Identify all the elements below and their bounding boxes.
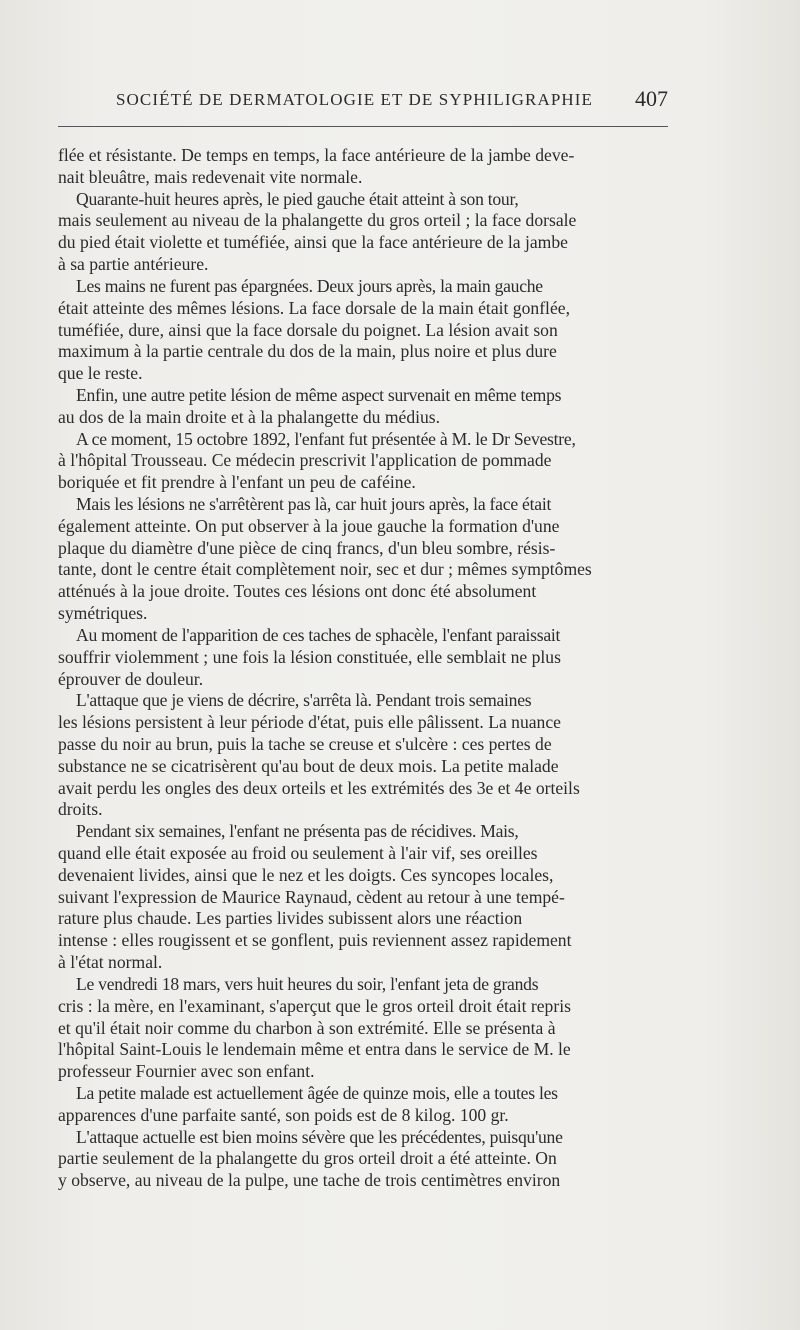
text-line: l'hôpital Saint-Louis le lendemain même et entra dans le service de M. le xyxy=(58,1039,571,1060)
text-line: atténués à la joue droite. Toutes ces lésions ont donc été absolument xyxy=(58,581,537,602)
text-line: Pendant six semaines, l'enfant ne présenta pas de récidives. Mais, xyxy=(76,821,519,842)
text-line: Les mains ne furent pas épargnées. Deux jours après, la main gauche xyxy=(76,275,543,296)
text-line: à l'état normal. xyxy=(58,952,163,973)
running-header xyxy=(58,86,668,116)
text-line: intense : elles rougissent et se gonflent, puis reviennent assez rapidement xyxy=(58,930,572,951)
text-line: Le vendredi 18 mars, vers huit heures du soir, l'enfant jeta de grands xyxy=(76,973,539,994)
text-line: du pied était violette et tuméfiée, ainsi que la face antérieure de la jambe xyxy=(58,232,568,253)
text-line: La petite malade est actuellement âgée de quinze mois, elle a toutes les xyxy=(76,1082,558,1103)
text-line: tante, dont le centre était complètement noir, sec et dur ; mêmes symptômes xyxy=(58,559,592,580)
text-line: quand elle était exposée au froid ou seulement à l'air vif, ses oreilles xyxy=(58,843,538,863)
text-line: boriquée et fit prendre à l'enfant un peu de caféine. xyxy=(58,472,416,493)
text-line: Au moment de l'apparition de ces taches de sphacèle, l'enfant paraissait xyxy=(76,624,561,645)
text-line: nait bleuâtre, mais redevenait vite normale. xyxy=(58,166,363,187)
text-line: éprouver de douleur. xyxy=(58,668,204,689)
text-line: maximum à la partie centrale du dos de la main, plus noire et plus dure xyxy=(58,341,557,362)
header-rule xyxy=(58,126,668,127)
text-line: L'attaque que je viens de décrire, s'arrêta là. Pendant trois semaines xyxy=(76,690,532,711)
text-line: plaque du diamètre d'une pièce de cinq francs, d'un bleu sombre, résis- xyxy=(58,537,556,558)
text-line: les lésions persistent à leur période d'état, puis elle pâlissent. La nuance xyxy=(58,712,561,733)
text-line: Enfin, une autre petite lésion de même aspect survenait en même temps xyxy=(76,384,562,405)
text-line: Quarante-huit heures après, le pied gauche était atteint à son tour, xyxy=(76,188,519,209)
text-line: avait perdu les ongles des deux orteils et les extrémités des 3e et 4e orteils xyxy=(58,777,580,798)
text-line: Mais les lésions ne s'arrêtèrent pas là, car huit jours après, la face était xyxy=(76,494,552,514)
text-line: que le reste. xyxy=(58,363,143,384)
text-line: A ce moment, 15 octobre 1892, l'enfant fut présentée à M. le Dr Sevestre, xyxy=(76,428,576,449)
text-line: L'attaque actuelle est bien moins sévère que les précédentes, puisqu'une xyxy=(76,1126,563,1147)
text-line: droits. xyxy=(58,799,103,820)
text-line: passe du noir au brun, puis la tache se creuse et s'ulcère : ces pertes de xyxy=(58,733,552,754)
running-title: SOCIÉTÉ DE DERMATOLOGIE ET DE SYPHILIGRAPHIE xyxy=(116,90,594,109)
text-line: partie seulement de la phalangette du gros orteil droit a été atteinte. On xyxy=(58,1148,557,1169)
page-number: 407 xyxy=(635,86,668,111)
text-line: rature plus chaude. Les parties livides subissent alors une réaction xyxy=(58,908,523,929)
body-text xyxy=(58,145,668,1192)
text-line: à sa partie antérieure. xyxy=(58,254,209,275)
text-line: au dos de la main droite et à la phalangette du médius. xyxy=(58,406,441,427)
text-line: apparences d'une parfaite santé, son poids est de 8 kilog. 100 gr. xyxy=(58,1104,509,1125)
text-line: souffrir violemment ; une fois la lésion constituée, elle semblait ne plus xyxy=(58,646,561,667)
text-line: également atteinte. On put observer à la joue gauche la formation d'une xyxy=(58,515,560,536)
text-line: symétriques. xyxy=(58,603,148,624)
text-line: substance ne se cicatrisèrent qu'au bout de deux mois. La petite malade xyxy=(58,755,559,776)
text-line: était atteinte des mêmes lésions. La face dorsale de la main était gonflée, xyxy=(58,297,570,318)
text-line: mais seulement au niveau de la phalangette du gros orteil ; la face dorsale xyxy=(58,210,577,231)
text-line: suivant l'expression de Maurice Raynaud, cèdent au retour à une tempé- xyxy=(58,886,565,907)
text-line: tuméfiée, dure, ainsi que la face dorsale du poignet. La lésion avait son xyxy=(58,319,558,340)
text-line: devenaient livides, ainsi que le nez et les doigts. Ces syncopes locales, xyxy=(58,864,554,885)
text-line: y observe, au niveau de la pulpe, une tache de trois centimètres environ xyxy=(58,1170,561,1191)
text-line: professeur Fournier avec son enfant. xyxy=(58,1061,315,1082)
text-line: et qu'il était noir comme du charbon à son extrémité. Elle se présenta à xyxy=(58,1017,556,1038)
text-line: flée et résistante. De temps en temps, la face antérieure de la jambe deve- xyxy=(58,145,575,165)
text-line: cris : la mère, en l'examinant, s'aperçut que le gros orteil droit était repris xyxy=(58,995,571,1016)
text-line: à l'hôpital Trousseau. Ce médecin prescrivit l'application de pommade xyxy=(58,450,552,471)
